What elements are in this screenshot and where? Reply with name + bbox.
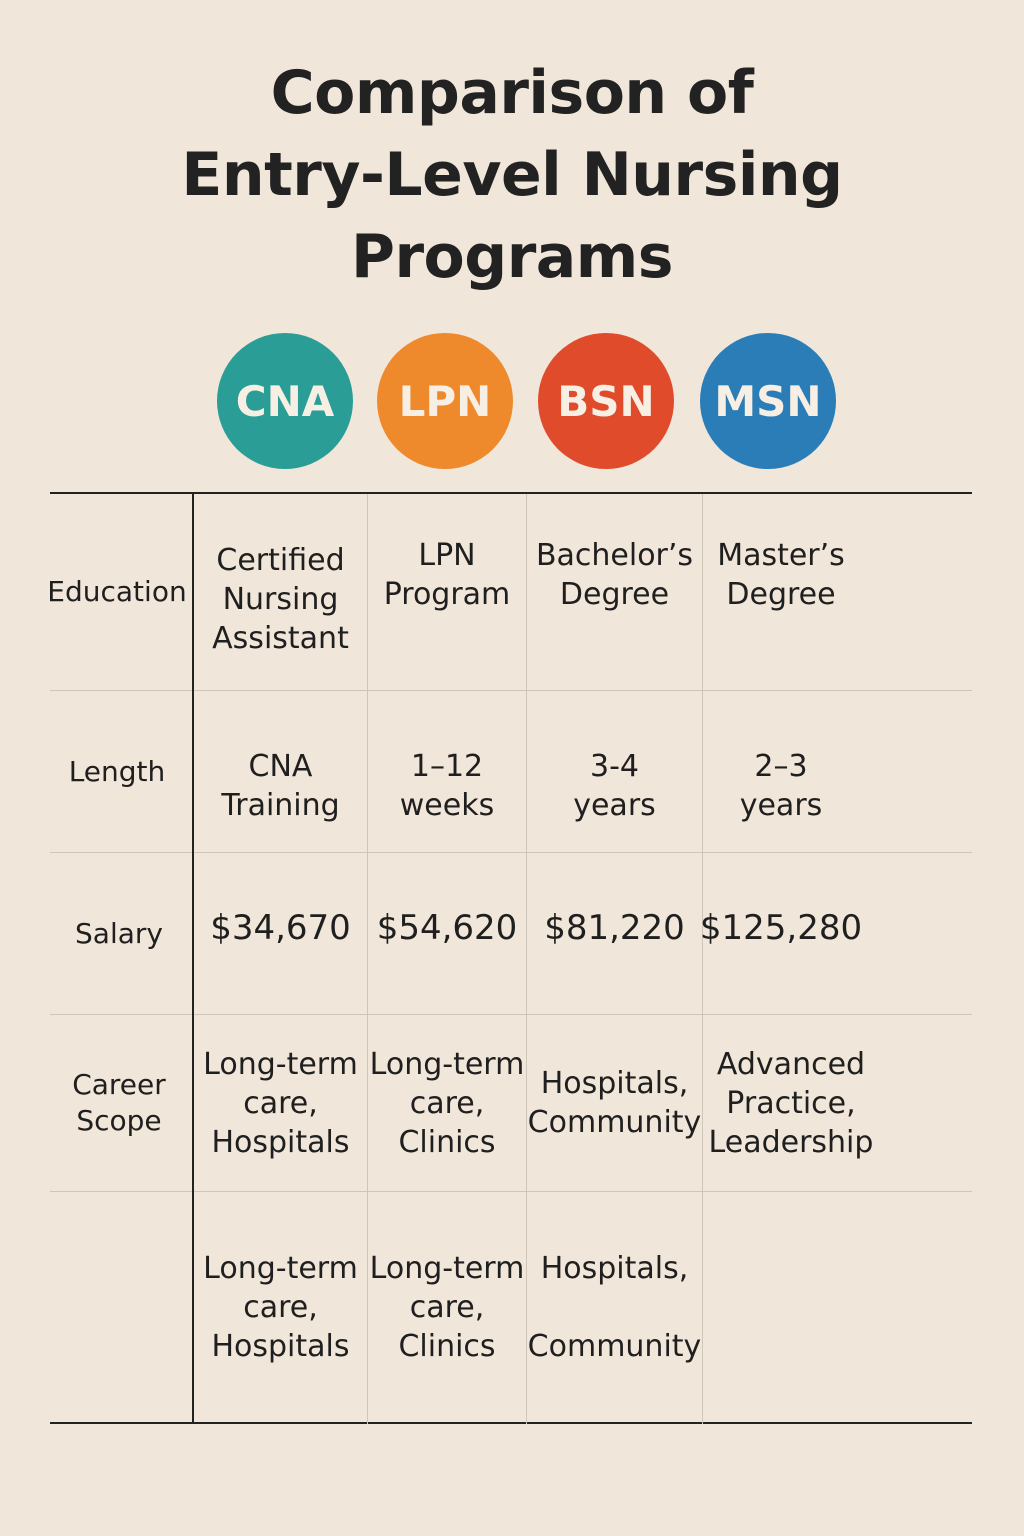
table-cell: Bachelor’s Degree: [535, 538, 694, 612]
table-cell: $34,670: [210, 908, 351, 948]
table-cell: 1–12 weeks: [399, 749, 495, 823]
table-cell: LPN Program: [383, 538, 511, 612]
table-cell: $54,620: [376, 908, 518, 948]
row-label-length: Length: [68, 754, 166, 788]
table-cell: Long-term care, Hospitals: [203, 1250, 358, 1364]
badge-bsn: BSN: [538, 333, 674, 469]
program-badges: [0, 333, 1024, 469]
badge-cna: CNA: [217, 333, 353, 469]
table-cell: $125,280: [699, 908, 863, 948]
page-title: [0, 52, 1024, 298]
table-cell: Long-term care, Clinics: [369, 1046, 525, 1160]
badge-msn: MSN: [700, 333, 836, 469]
row-label-empty: [44, 1192, 190, 1422]
table-cell: Long-term care, Clinics: [369, 1250, 525, 1364]
table-cell: Advanced Practice, Leadership: [708, 1046, 874, 1160]
row-label-salary: Salary: [75, 916, 163, 950]
table-cell: 3-4 years: [573, 749, 656, 823]
table-cell: Hospitals, Community: [527, 1066, 702, 1140]
table-cell: $81,220: [544, 908, 685, 948]
row-label-education: Education: [47, 575, 187, 608]
title-line-2: Entry-Level Nursing: [181, 140, 843, 210]
table-cell: 2–3 years: [739, 749, 823, 823]
title-line-1: Comparison of: [270, 58, 754, 128]
table-cell: [703, 1192, 859, 1422]
table-cell: Hospitals, Community: [527, 1250, 702, 1364]
badge-lpn: LPN: [377, 333, 513, 469]
row-label-career-scope: Career Scope: [72, 1068, 166, 1137]
table-cell: Master’s Degree: [717, 538, 845, 612]
table-bottom-border: [50, 1422, 972, 1424]
table-cell: CNA Training: [221, 749, 340, 823]
table-cell: Certified Nursing Assistant: [212, 542, 349, 656]
title-line-3: Programs: [350, 222, 674, 292]
table-cell: Long-term care, Hospitals: [203, 1046, 358, 1160]
